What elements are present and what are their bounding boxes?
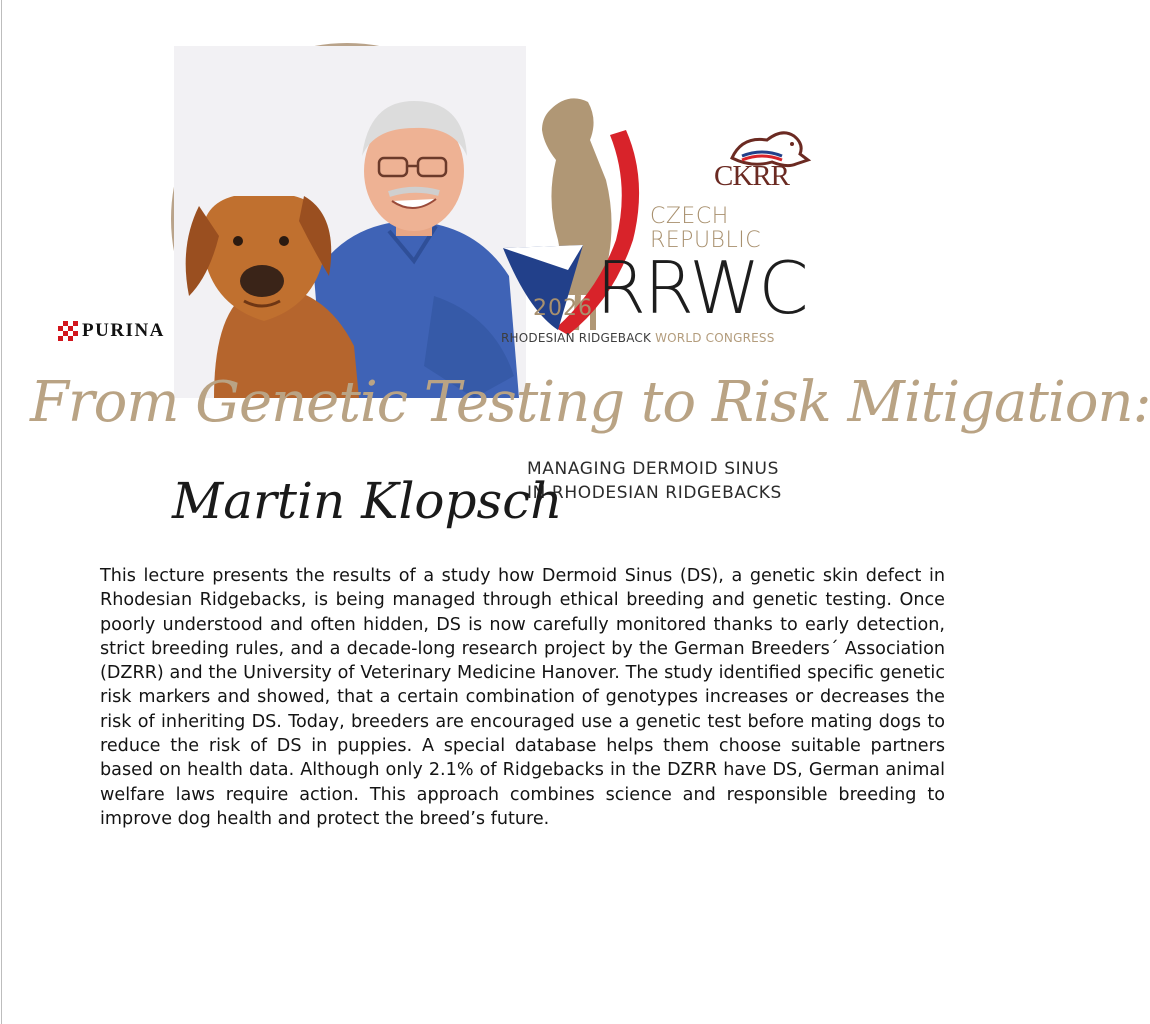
left-border-line (1, 0, 2, 1024)
lecture-subtitle (527, 457, 782, 505)
event-acronym: RRWC (596, 246, 807, 330)
event-subtitle-gold: WORLD CONGRESS (651, 331, 775, 345)
speaker-name: Martin Klopsch (172, 472, 563, 530)
speaker-portrait-photo (171, 43, 523, 395)
event-subtitle-dark: RHODESIAN RIDGEBACK (501, 331, 652, 345)
lecture-subtitle-line1: MANAGING DERMOID SINUS (527, 459, 779, 479)
event-location-line2: REPUBLIC (650, 228, 762, 253)
lecture-title: From Genetic Testing to Risk Mitigation: (30, 370, 1150, 435)
lecture-description: This lecture presents the results of a study how Dermoid Sinus (DS), a genetic skin defect in Rhodesian Ridgebacks, is being managed through ethical breeding and genetic testing. Once poorly understood and often hidden, DS is now carefully monitored thanks to early detection, strict breeding rules, and a decade-long research project by the German Breeders´ Association (DZRR) and the University of Veterinary Medicine Hanover. The study identified specific genetic risk markers and showed, that a certain combination of genotypes increases or decreases the risk of inheriting DS. Today, breeders are encouraged use a genetic test before mating dogs to reduce the risk of DS in puppies. A special database helps them choose suitable partners based on health data. Although only 2.1% of Ridgebacks in the DZRR have DS, German animal welfare laws require action. This approach combines science and responsible breeding to improve dog health and protect the breed’s future. (100, 566, 945, 829)
ckrr-wordmark: CKRR (714, 160, 789, 192)
portrait-illustration (174, 46, 526, 398)
purina-logo (58, 320, 165, 342)
purina-checkerboard-icon (58, 321, 78, 341)
event-subtitle (501, 331, 775, 345)
event-location-line1: CZECH (650, 204, 729, 229)
purina-wordmark: PURINA (82, 320, 165, 341)
lecture-subtitle-line2: IN RHODESIAN RIDGEBACKS (527, 483, 782, 503)
event-year: 2026 (533, 296, 593, 321)
